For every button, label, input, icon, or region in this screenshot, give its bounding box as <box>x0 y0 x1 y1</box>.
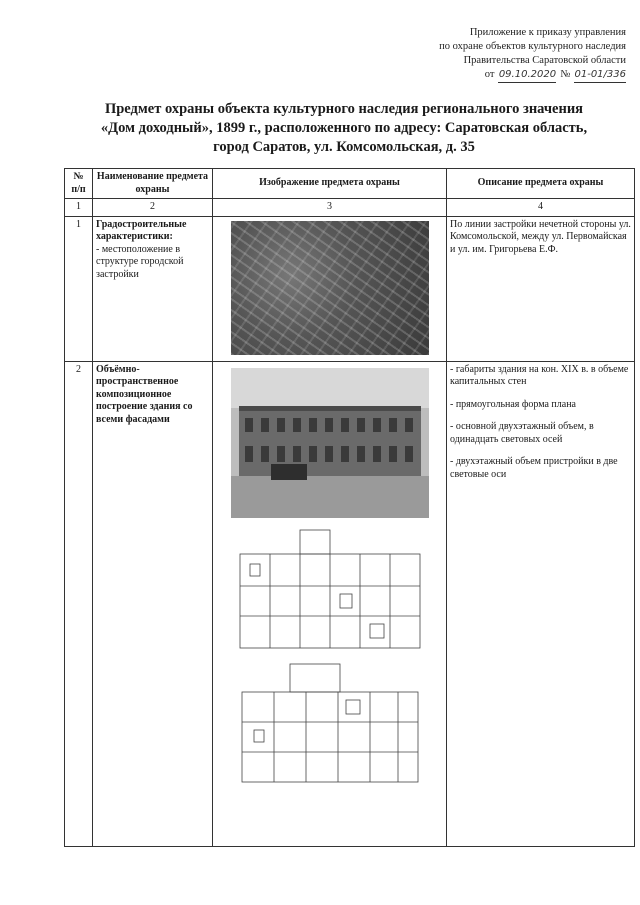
header-index: № п/п <box>65 169 93 199</box>
header-name: Наименование предмета охраны <box>93 169 213 199</box>
description-item: - основной двухэтажный объем, в одинадцать световых осей <box>450 421 594 445</box>
row-name-extra: - местоположение в структуре городской застройки <box>96 243 184 280</box>
approval-stamp <box>386 26 626 83</box>
from-label: от <box>484 69 495 80</box>
row-name-cell <box>93 216 213 361</box>
approval-line-1: Приложение к приказу управления <box>469 27 626 38</box>
title-line-2: «Дом доходный», 1899 г., расположенного по адресу: Саратовская область, <box>100 120 588 136</box>
description-item: - двухэтажный объем пристройки в две световые оси <box>450 456 618 480</box>
column-number: 2 <box>93 199 213 217</box>
number-label: № <box>560 69 571 80</box>
row-index: 2 <box>65 361 93 846</box>
document-title <box>64 100 624 157</box>
row-description-cell <box>447 216 635 361</box>
header-description: Описание предмета охраны <box>447 169 635 199</box>
column-number: 1 <box>65 199 93 217</box>
description-item: По линии застройки нечетной стороны ул. Комсомольской, между ул. Первомайская и ул. им. Григорьева Е.Ф. <box>450 218 631 255</box>
row-description-cell <box>447 361 635 846</box>
column-number: 4 <box>447 199 635 217</box>
building-facade-photo <box>231 368 429 518</box>
approval-line-3: Правительства Саратовской области <box>463 55 626 66</box>
header-image: Изображение предмета охраны <box>213 169 447 199</box>
row-image-cell <box>213 361 447 846</box>
description-item: - габариты здания на кон. XIX в. в объеме капитальных стен <box>450 363 629 387</box>
approval-number: 01-01/336 <box>574 68 626 83</box>
title-line-1: Предмет охраны объекта культурного наследия регионального значения <box>104 101 584 117</box>
row-index: 1 <box>65 216 93 361</box>
floor-plan-drawing-1 <box>230 524 430 652</box>
protection-subject-table <box>64 168 635 847</box>
table-header-row <box>65 169 635 199</box>
approval-date: 09.10.2020 <box>498 68 556 83</box>
aerial-map-photo <box>231 221 429 355</box>
table-row <box>65 216 635 361</box>
floor-plan-drawing-2 <box>230 658 430 786</box>
table-row <box>65 361 635 846</box>
column-number-row <box>65 199 635 217</box>
row-name-cell <box>93 361 213 846</box>
column-number: 3 <box>213 199 447 217</box>
description-item: - прямоугольная форма плана <box>450 398 576 410</box>
row-name-title: Градостроительные характеристики: <box>96 218 187 242</box>
approval-line-2: по охране объектов культурного наследия <box>439 41 626 52</box>
row-name-title: Объёмно-пространственное композиционное построение здания со всеми фасадами <box>96 363 193 425</box>
row-image-cell <box>213 216 447 361</box>
approval-date-number <box>386 68 626 83</box>
title-line-3: город Саратов, ул. Комсомольская, д. 35 <box>213 139 475 155</box>
